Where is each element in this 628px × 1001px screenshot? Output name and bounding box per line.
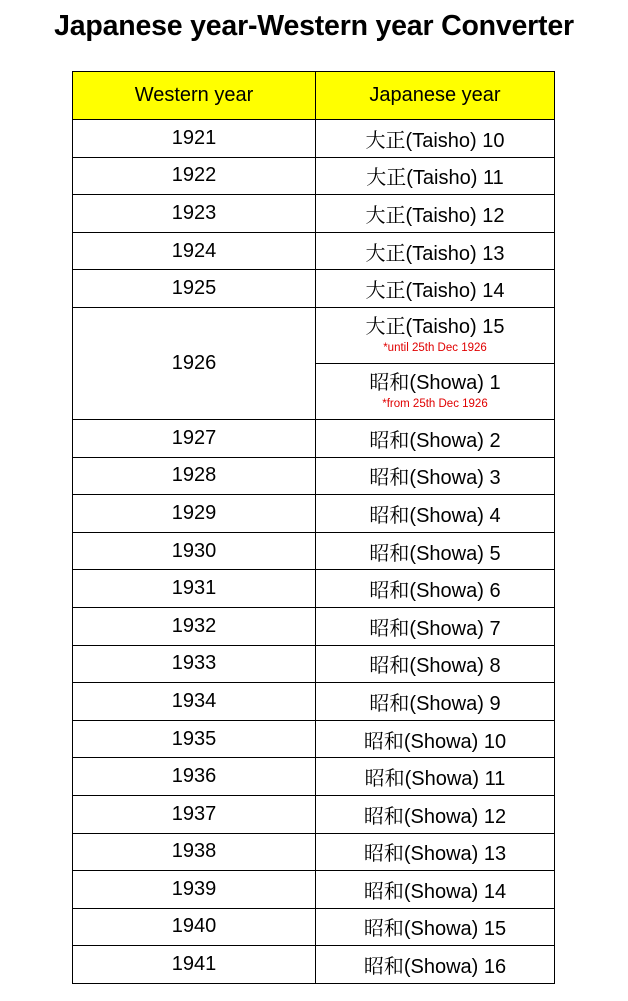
western-year-cell: 1930 bbox=[73, 532, 316, 570]
table-row bbox=[73, 645, 555, 683]
header-japanese-year: Japanese year bbox=[316, 72, 555, 120]
japanese-year-cell: 昭和(Showa) 10 bbox=[316, 720, 555, 758]
table-row bbox=[73, 720, 555, 758]
table-row bbox=[73, 795, 555, 833]
japanese-year-cell: 大正(Taisho) 12 bbox=[316, 195, 555, 233]
western-year-cell: 1922 bbox=[73, 157, 316, 195]
western-year-cell: 1935 bbox=[73, 720, 316, 758]
japanese-year-cell: 昭和(Showa) 9 bbox=[316, 683, 555, 721]
table-row bbox=[73, 419, 555, 457]
table-row bbox=[73, 157, 555, 195]
western-year-cell: 1932 bbox=[73, 607, 316, 645]
table-row bbox=[73, 758, 555, 796]
western-year-cell: 1928 bbox=[73, 457, 316, 495]
western-year-cell: 1927 bbox=[73, 419, 316, 457]
table-row bbox=[73, 495, 555, 533]
western-year-cell: 1934 bbox=[73, 683, 316, 721]
table-row bbox=[73, 871, 555, 909]
japanese-year-cell: 昭和(Showa) 12 bbox=[316, 795, 555, 833]
japanese-year-text: 昭和(Showa) 1 bbox=[369, 372, 501, 395]
japanese-year-cell: 昭和(Showa) 11 bbox=[316, 758, 555, 796]
era-block-taisho bbox=[316, 308, 554, 363]
japanese-year-cell: 昭和(Showa) 13 bbox=[316, 833, 555, 871]
western-year-cell: 1926 bbox=[73, 307, 316, 419]
table-row bbox=[73, 270, 555, 308]
converter-table bbox=[72, 71, 555, 984]
table-row bbox=[73, 232, 555, 270]
japanese-year-cell: 昭和(Showa) 14 bbox=[316, 871, 555, 909]
japanese-year-cell: 大正(Taisho) 14 bbox=[316, 270, 555, 308]
japanese-year-cell: 大正(Taisho) 10 bbox=[316, 120, 555, 158]
western-year-cell: 1933 bbox=[73, 645, 316, 683]
table-row bbox=[73, 457, 555, 495]
table-row bbox=[73, 570, 555, 608]
header-western-year: Western year bbox=[73, 72, 316, 120]
japanese-year-text: 大正(Taisho) 15 bbox=[365, 316, 505, 339]
japanese-year-cell: 昭和(Showa) 4 bbox=[316, 495, 555, 533]
western-year-cell: 1936 bbox=[73, 758, 316, 796]
page-title: Japanese year-Western year Converter bbox=[54, 10, 574, 42]
western-year-cell: 1938 bbox=[73, 833, 316, 871]
japanese-year-cell: 昭和(Showa) 7 bbox=[316, 607, 555, 645]
western-year-cell: 1940 bbox=[73, 908, 316, 946]
table-row-split bbox=[73, 307, 555, 419]
western-year-cell: 1925 bbox=[73, 270, 316, 308]
table-row bbox=[73, 946, 555, 984]
era-note: *until 25th Dec 1926 bbox=[383, 342, 487, 355]
western-year-cell: 1931 bbox=[73, 570, 316, 608]
japanese-year-cell: 大正(Taisho) 11 bbox=[316, 157, 555, 195]
western-year-cell: 1921 bbox=[73, 120, 316, 158]
table-row bbox=[73, 607, 555, 645]
japanese-year-cell: 昭和(Showa) 3 bbox=[316, 457, 555, 495]
japanese-year-cell: 昭和(Showa) 5 bbox=[316, 532, 555, 570]
table-row bbox=[73, 195, 555, 233]
japanese-year-cell: 昭和(Showa) 16 bbox=[316, 946, 555, 984]
western-year-cell: 1924 bbox=[73, 232, 316, 270]
japanese-year-cell: 昭和(Showa) 6 bbox=[316, 570, 555, 608]
western-year-cell: 1937 bbox=[73, 795, 316, 833]
western-year-cell: 1923 bbox=[73, 195, 316, 233]
table-row bbox=[73, 683, 555, 721]
era-block-showa bbox=[316, 363, 554, 419]
table-row bbox=[73, 532, 555, 570]
japanese-year-cell: 昭和(Showa) 8 bbox=[316, 645, 555, 683]
table-row bbox=[73, 833, 555, 871]
western-year-cell: 1939 bbox=[73, 871, 316, 909]
japanese-year-cell: 昭和(Showa) 15 bbox=[316, 908, 555, 946]
western-year-cell: 1941 bbox=[73, 946, 316, 984]
table-row bbox=[73, 908, 555, 946]
japanese-year-cell: 昭和(Showa) 2 bbox=[316, 419, 555, 457]
table-row bbox=[73, 120, 555, 158]
table-header-row bbox=[73, 72, 555, 120]
japanese-year-split-cell bbox=[316, 307, 555, 419]
japanese-year-cell: 大正(Taisho) 13 bbox=[316, 232, 555, 270]
era-note: *from 25th Dec 1926 bbox=[382, 398, 488, 411]
western-year-cell: 1929 bbox=[73, 495, 316, 533]
